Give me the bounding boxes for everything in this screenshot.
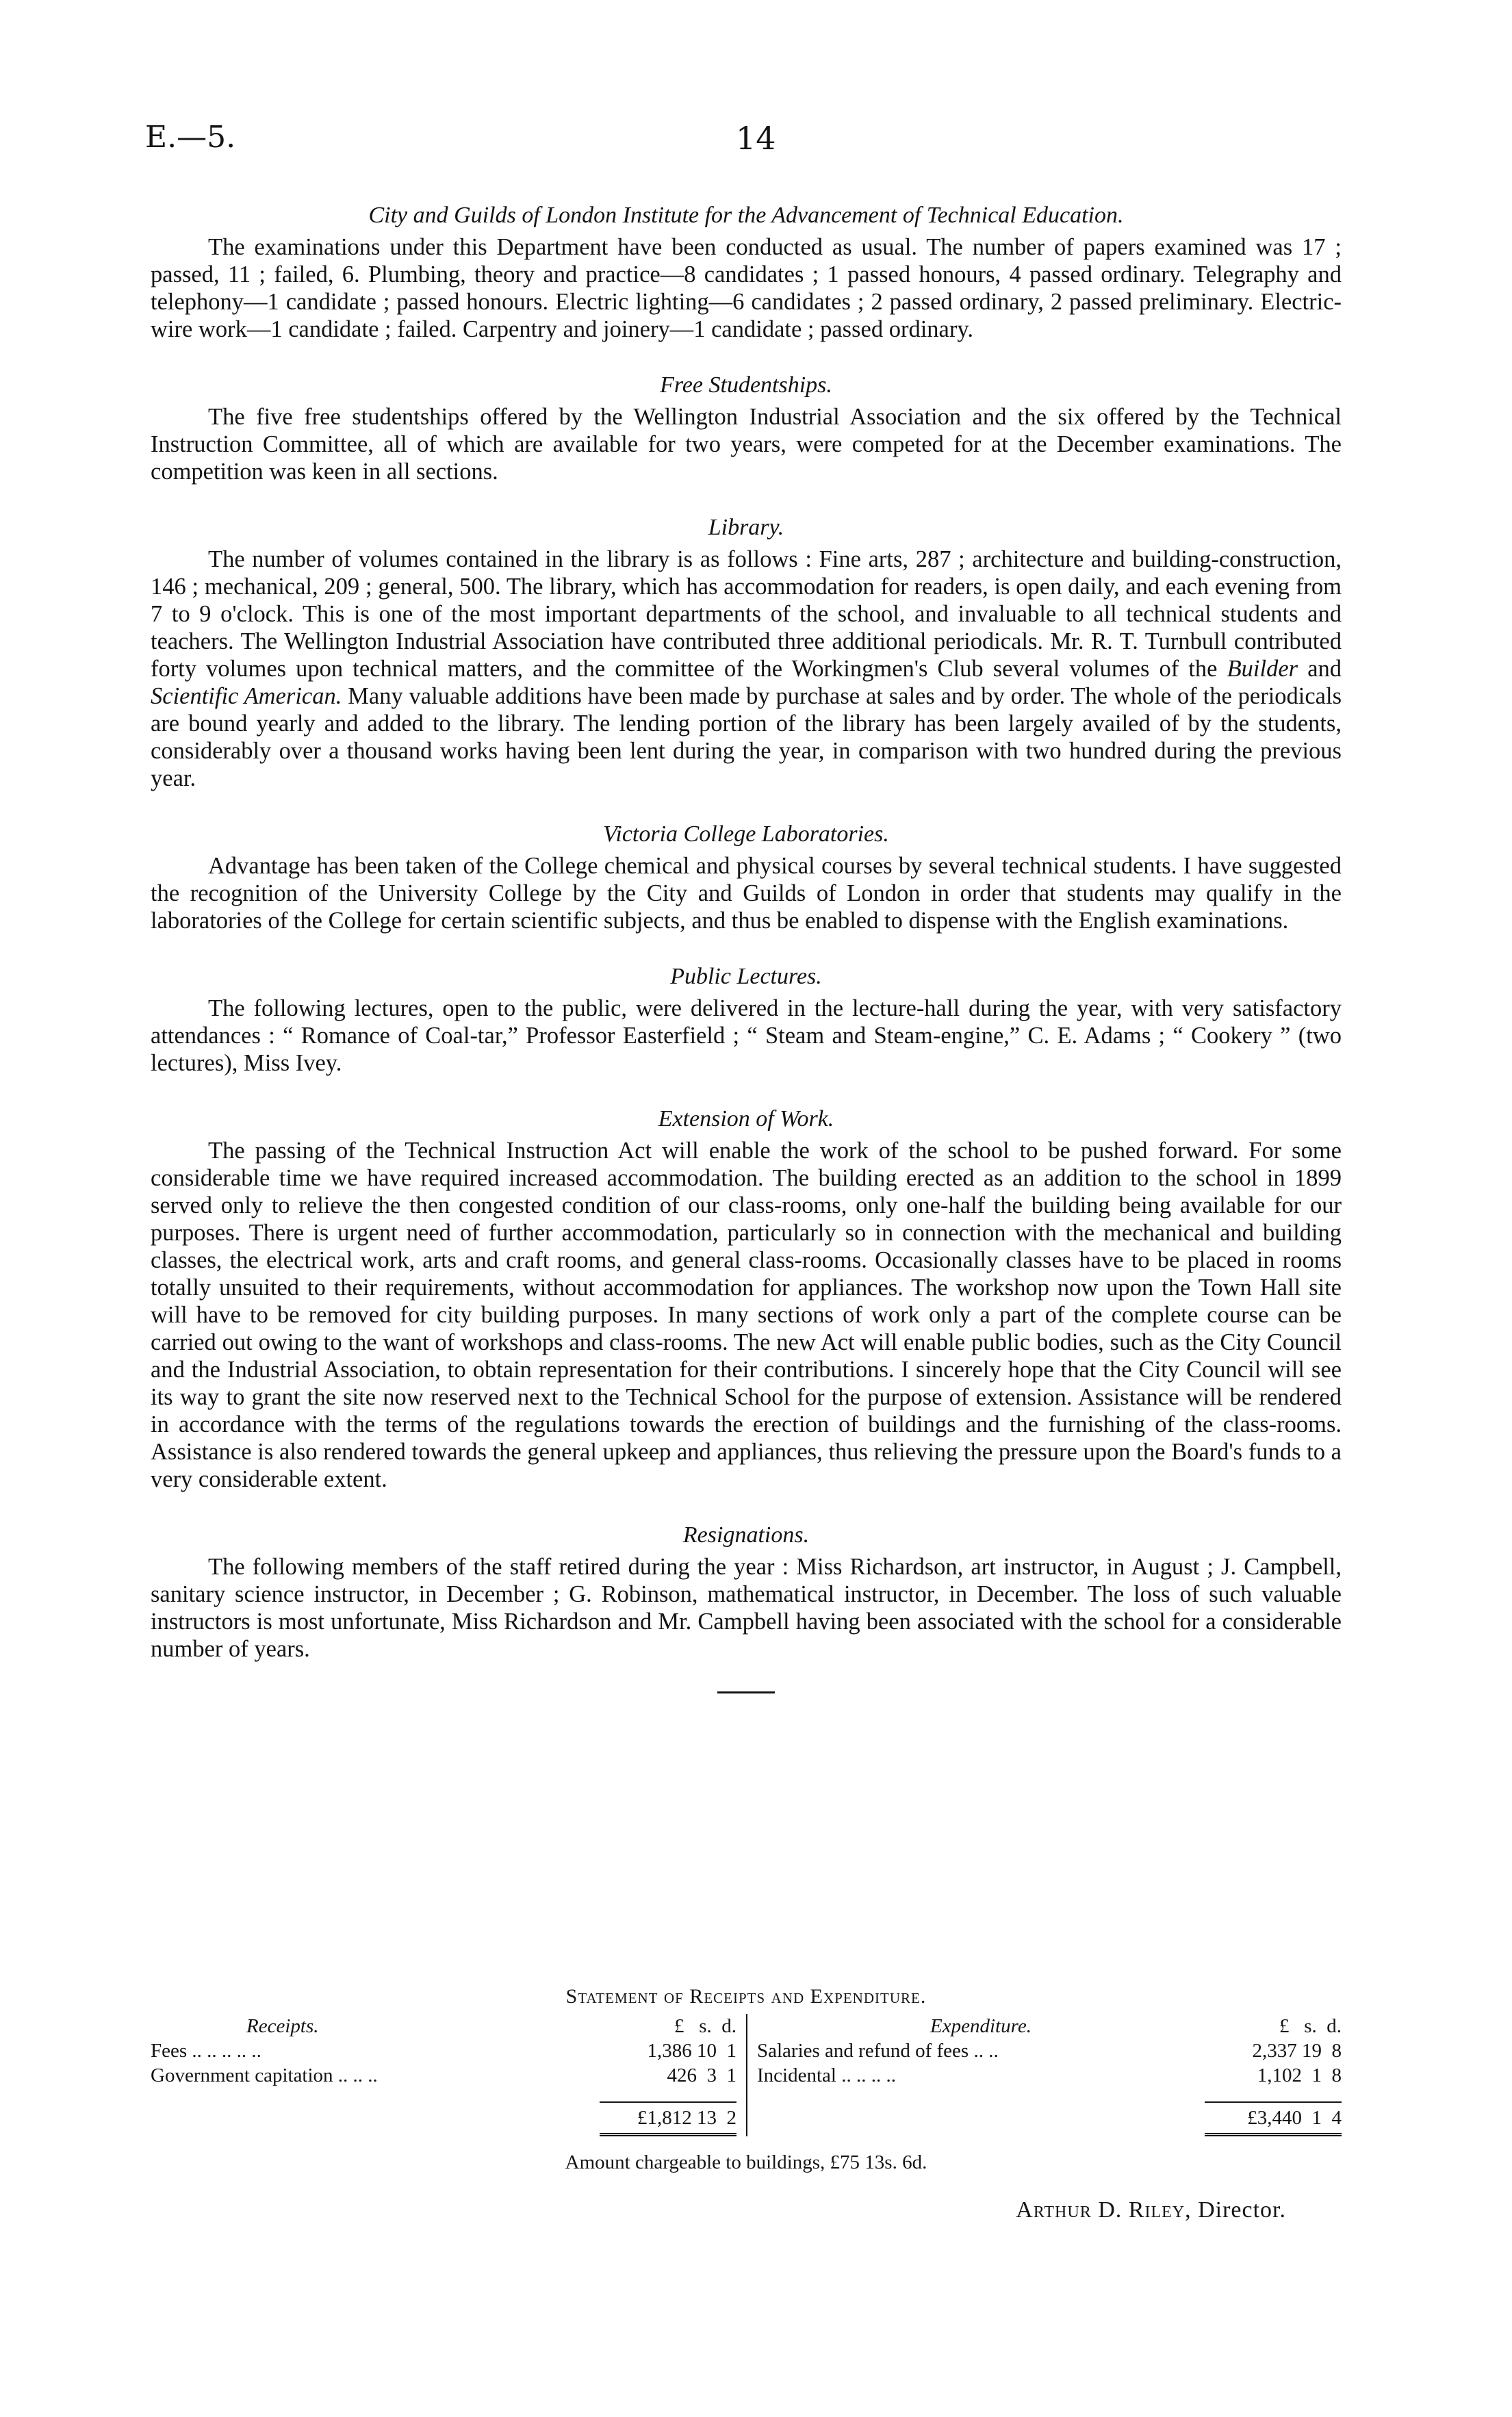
section-title-library: Library. [708, 515, 784, 540]
paragraph-free-studentships: The five free studentships offered by the Wellington Industrial Association and the six offered by the Technical Instruction Committee, all of which are available for two years, were competed for at the December examinations. The competition was keen in all sections. [151, 404, 1342, 485]
paragraph-city-guilds: The examinations under this Department have been conducted as usual. The number of papers examined was 17 ; passed, 11 ; failed, 6. Plumbing, theory and practice—8 candidates ; 1 passed honours, 4 passed ordinary. Telegraphy and telephony—1 candidate ; passed honours. Electric lighting—6 candidates ; 2 passed ordinary, 2 passed preliminary. Electric-wire work—1 candidate ; failed. Carpentry and joinery—1 candidate ; passed ordinary. [151, 234, 1342, 342]
section-title-extension-of-work: Extension of Work. [658, 1106, 834, 1131]
table-row [151, 2038, 746, 2063]
page-header [0, 120, 1512, 168]
section-divider [717, 1691, 775, 1693]
table-row [757, 2063, 1342, 2088]
expenditure-header-row [757, 2014, 1342, 2038]
section-title-resignations: Resignations. [682, 1522, 810, 1548]
expenditure-label: Salaries and refund of fees .. .. [757, 2040, 999, 2062]
receipts-total: £1,812 13 2 [600, 2101, 736, 2136]
table-row [151, 2063, 746, 2088]
expenditure-heading: Expenditure. [930, 2015, 1032, 2037]
expenditure-total: £3,440 1 4 [1205, 2101, 1342, 2136]
page-number: 14 [736, 120, 776, 157]
paragraph-public-lectures: The following lectures, open to the public, were delivered in the lecture-hall during the year, with very satisfactory attendances : “ Romance of Coal-tar,” Professor Easterfield ; “ Steam and Steam-engine,” C. E. Adams ; “ Cookery ” (two lectures), Miss Ivey. [151, 995, 1342, 1076]
receipt-amount: 426 3 1 [667, 2064, 736, 2086]
library-text-after: Many valuable additions have been made by purchase at sales and by order. The whole of the periodicals are bound yearly and added to the library. The lending portion of the library has been largely availed of by the students, considerably over a thousand works having been lent during the year, in comparison with two hundred during the previous year. [151, 683, 1342, 791]
section-title-free-studentships: Free Studentships. [660, 372, 832, 398]
table-row [757, 2038, 1342, 2063]
expenditure-column [746, 2014, 1342, 2136]
section-title-victoria-college: Victoria College Laboratories. [603, 821, 889, 847]
receipt-amount: 1,386 10 1 [647, 2040, 736, 2062]
section-title-city-guilds: City and Guilds of London Institute for the Advancement of Technical Education. [368, 203, 1124, 228]
signature-name: Arthur D. Riley, [1016, 2197, 1192, 2223]
receipt-label: Government capitation .. .. .. [151, 2064, 378, 2086]
receipts-header-row [151, 2014, 746, 2038]
expenditure-amount: 2,337 19 8 [1252, 2040, 1342, 2062]
expenditure-amount: 1,102 1 8 [1257, 2064, 1342, 2086]
statement-table [151, 2014, 1342, 2136]
expenditure-total-row [757, 2101, 1342, 2136]
receipt-label: Fees .. .. .. .. .. [151, 2040, 261, 2062]
library-italic-scientific-american: Scientific American. [151, 683, 342, 709]
library-text-before: The number of volumes contained in the library is as follows : Fine arts, 287 ; architecture and building-construction, 146 ; mechanical, 209 ; general, 500. The library, which has accommodation for readers, is open daily, and each evening from 7 to 9 o'clock. This is one of the most important departments of the school, and invaluable to all technical students and teachers. The Wellington Industrial Association have contributed three additional periodicals. Mr. R. T. Turnbull contributed forty volumes upon technical matters, and the committee of the Workingmen's Club several volumes of the [151, 546, 1342, 682]
receipts-total-row [151, 2101, 746, 2136]
paragraph-extension-of-work: The passing of the Technical Instruction Act will enable the work of the school to be pushed forward. For some considerable time we have required increased accommodation. The building erected as an addition to the school in 1899 served only to relieve the then congested condition of our class-rooms, only one-half the building being available for our purposes. There is urgent need of further accommodation, particularly so in connection with the mechanical and building classes, the electrical work, arts and craft rooms, and general class-rooms. Occasionally classes have to be placed in rooms totally unsuited to their requirements, without accommodation for appliances. The workshop now upon the Town Hall site will have to be removed for city building purposes. In many sections of work only a part of the complete course can be carried out owing to the want of workshops and class-rooms. The new Act will enable public bodies, such as the City Council and the Industrial Association, to obtain representation for their contributions. I sincerely hope that the City Council will see its way to grant the site now reserved next to the Technical School for the purpose of extension. Assistance will be rendered in accordance with the terms of the regulations towards the erection of buildings and the furnishing of the class-rooms. Assistance is also rendered towards the general upkeep and appliances, thus relieving the pressure upon the Board's funds to a very considerable extent. [151, 1138, 1342, 1492]
expenditure-units: £ s. d. [1279, 2015, 1342, 2037]
section-title-public-lectures: Public Lectures. [670, 964, 822, 989]
statement-title: Statement of Receipts and Expenditure. [565, 1985, 927, 2008]
signature-title: Director. [1198, 2197, 1286, 2223]
paragraph-library [151, 546, 1342, 792]
receipts-units: £ s. d. [674, 2015, 736, 2037]
statement-of-receipts-expenditure [151, 1985, 1342, 2174]
expenditure-label: Incidental .. .. .. .. [757, 2064, 896, 2086]
buildings-charge-note: Amount chargeable to buildings, £75 13s. 6d. [565, 2151, 927, 2173]
library-italic-builder: Builder [1227, 656, 1298, 682]
report-reference: E.—5. [145, 120, 236, 155]
report-body [151, 202, 1342, 1721]
paragraph-resignations: The following members of the staff retired during the year : Miss Richardson, art instructor, in August ; J. Campbell, sanitary science instructor, in December ; G. Robinson, mathematical instructor, in December. The loss of such valuable instructors is most unfortunate, Miss Richardson and Mr. Campbell having been associated with the school for a considerable number of years. [151, 1554, 1342, 1662]
receipts-column [151, 2014, 746, 2136]
paragraph-victoria-college: Advantage has been taken of the College chemical and physical courses by several technical students. I have suggested the recognition of the University College by the City and Guilds of London in order that students may qualify in the laboratories of the College for certain scientific subjects, and thus be enabled to dispense with the English examinations. [151, 853, 1342, 934]
library-text-mid: and [1307, 656, 1342, 682]
signature [1016, 2197, 1286, 2223]
receipts-heading: Receipts. [246, 2015, 319, 2037]
